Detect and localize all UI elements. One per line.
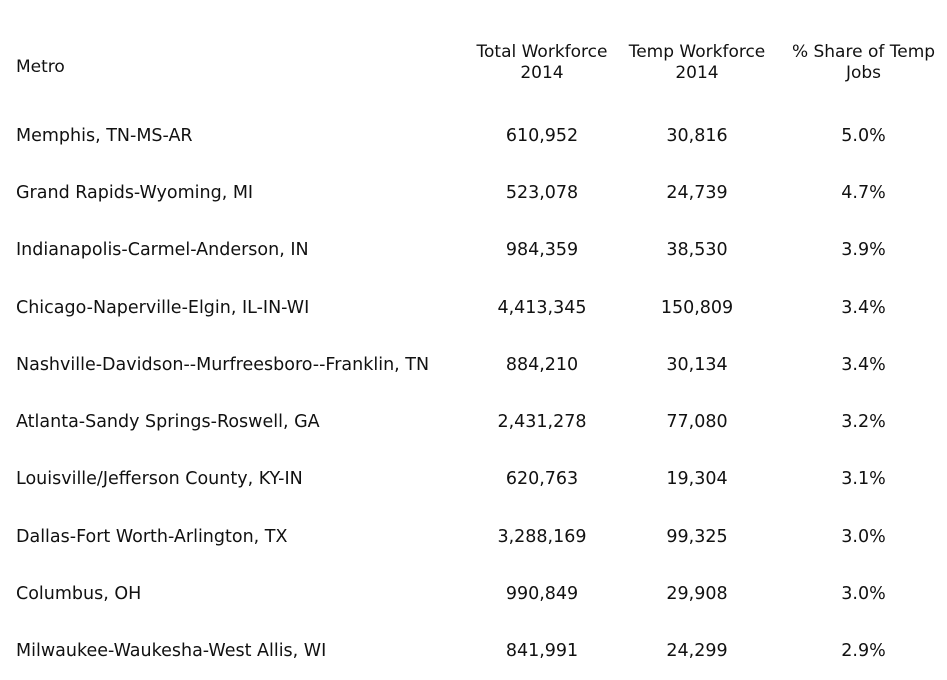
- metro-cell: Columbus, OH: [16, 584, 142, 605]
- metro-cell: Indianapolis-Carmel-Anderson, IN: [16, 240, 309, 261]
- metro-cell: Milwaukee-Waukesha-West Allis, WI: [16, 641, 327, 662]
- metro-cell: Grand Rapids-Wyoming, MI: [16, 182, 254, 203]
- table-row: [0, 565, 947, 622]
- total-workforce-cell: 841,991: [505, 641, 579, 662]
- header-total-line-1: Total Workforce: [476, 41, 608, 62]
- temp-workforce-cell: 19,304: [666, 469, 728, 490]
- share-temp-jobs-cell: 5.0%: [841, 125, 886, 146]
- header-temp-line-2: 2014: [675, 62, 719, 83]
- table-row: [0, 508, 947, 565]
- share-temp-jobs-cell: 3.4%: [841, 297, 886, 318]
- table-row: [0, 336, 947, 393]
- table-row: [0, 623, 947, 680]
- share-temp-jobs-cell: 3.1%: [841, 469, 886, 490]
- header-share-temp-jobs: [778, 0, 947, 107]
- table-row: [0, 451, 947, 508]
- temp-workforce-cell: 77,080: [666, 412, 728, 433]
- metro-cell: Nashville-Davidson--Murfreesboro--Franklin, TN: [16, 354, 430, 375]
- total-workforce-cell: 3,288,169: [497, 526, 587, 547]
- share-temp-jobs-cell: 2.9%: [841, 641, 886, 662]
- share-temp-jobs-cell: 3.9%: [841, 240, 886, 261]
- table-row: [0, 279, 947, 336]
- temp-workforce-cell: 38,530: [666, 240, 728, 261]
- table-row: [0, 222, 947, 279]
- total-workforce-cell: 2,431,278: [497, 412, 587, 433]
- header-total-workforce: [468, 0, 616, 107]
- metro-cell: Atlanta-Sandy Springs-Roswell, GA: [16, 412, 320, 433]
- header-share-line-2: Jobs: [845, 62, 882, 83]
- header-temp-workforce: [616, 0, 778, 107]
- header-share-line-1: % Share of Temp: [791, 41, 936, 62]
- share-temp-jobs-cell: 4.7%: [841, 182, 886, 203]
- metro-cell: Louisville/Jefferson County, KY-IN: [16, 469, 303, 490]
- temp-workforce-cell: 30,816: [666, 125, 728, 146]
- table-row: [0, 164, 947, 221]
- temp-workforce-cell: 99,325: [666, 526, 728, 547]
- header-total-line-2: 2014: [520, 62, 564, 83]
- total-workforce-cell: 523,078: [505, 182, 579, 203]
- metro-cell: Chicago-Naperville-Elgin, IL-IN-WI: [16, 297, 310, 318]
- temp-workforce-cell: 24,739: [666, 182, 728, 203]
- table-row: [0, 393, 947, 450]
- share-temp-jobs-cell: 3.2%: [841, 412, 886, 433]
- total-workforce-cell: 884,210: [505, 354, 579, 375]
- total-workforce-cell: 990,849: [505, 584, 579, 605]
- total-workforce-cell: 4,413,345: [497, 297, 587, 318]
- share-temp-jobs-cell: 3.0%: [841, 526, 886, 547]
- header-metro-line-1: Metro: [16, 57, 65, 77]
- table-header: [0, 0, 947, 107]
- metro-cell: Dallas-Fort Worth-Arlington, TX: [16, 526, 288, 547]
- temp-workforce-cell: 150,809: [660, 297, 734, 318]
- share-temp-jobs-cell: 3.4%: [841, 354, 886, 375]
- temp-workforce-cell: 29,908: [666, 584, 728, 605]
- table-body: [0, 107, 947, 680]
- total-workforce-cell: 610,952: [505, 125, 579, 146]
- header-metro: [0, 0, 468, 107]
- table-row: [0, 107, 947, 164]
- header-row: [0, 0, 947, 107]
- metro-cell: Memphis, TN-MS-AR: [16, 125, 193, 146]
- total-workforce-cell: 620,763: [505, 469, 579, 490]
- share-temp-jobs-cell: 3.0%: [841, 584, 886, 605]
- total-workforce-cell: 984,359: [505, 240, 579, 261]
- temp-workforce-cell: 30,134: [666, 354, 728, 375]
- temp-workforce-cell: 24,299: [666, 641, 728, 662]
- header-temp-line-1: Temp Workforce: [628, 41, 766, 62]
